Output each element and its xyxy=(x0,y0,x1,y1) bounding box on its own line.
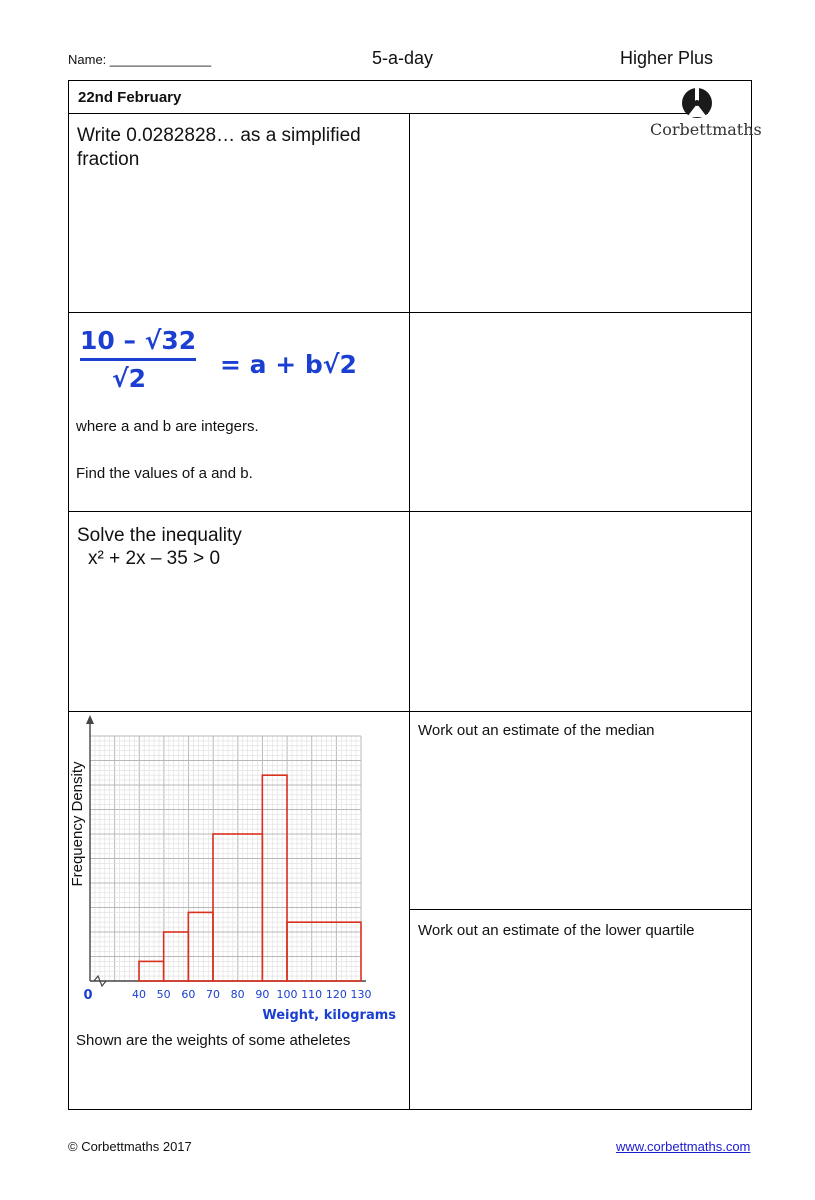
question-3-line-1: Solve the inequality xyxy=(77,525,242,546)
question-3-inequality: x² + 2x – 35 > 0 xyxy=(88,548,221,569)
x-axis-label: Weight, kilograms xyxy=(262,1008,396,1023)
worksheet-title: 5-a-day xyxy=(372,48,434,68)
x-tick-label: 110 xyxy=(301,988,323,1001)
histogram-chart xyxy=(68,712,408,1023)
question-2-line-2: Find the values of a and b. xyxy=(76,465,253,482)
row-divider xyxy=(409,909,752,910)
level-label: Higher Plus xyxy=(620,48,714,68)
date-label: 22nd February xyxy=(78,89,182,106)
x-tick-label: 50 xyxy=(156,988,171,1001)
y-axis-arrow-icon xyxy=(86,715,94,724)
x-tick-label: 120 xyxy=(325,988,347,1001)
brand-name: Corbettmaths xyxy=(650,120,762,139)
name-field-label: Name: ______________ xyxy=(68,52,212,67)
x-tick-label: 40 xyxy=(132,988,146,1001)
row-divider xyxy=(68,312,752,313)
x-tick-label: 130 xyxy=(350,988,372,1001)
question-1-text: Write 0.0282828… as a simplified fraction xyxy=(77,125,361,170)
x-tick-label: 60 xyxy=(181,988,196,1001)
y-axis-label: Frequency Density xyxy=(69,761,86,887)
copyright-text: © Corbettmaths 2017 xyxy=(68,1139,192,1154)
question-4-part-b: Work out an estimate of the lower quartile xyxy=(418,922,695,939)
website-link[interactable]: www.corbettmaths.com xyxy=(616,1139,751,1154)
x-tick-label: 100 xyxy=(276,988,298,1001)
corbettmaths-logo-icon xyxy=(680,86,714,120)
equation-numerator: 10 – √32 xyxy=(80,326,197,355)
origin-label: 0 xyxy=(83,988,93,1003)
question-4-part-a: Work out an estimate of the median xyxy=(418,722,655,739)
x-tick-label: 70 xyxy=(206,988,220,1001)
equation-denominator: √2 xyxy=(112,364,147,393)
column-divider xyxy=(409,114,410,1110)
x-tick-label: 90 xyxy=(255,988,270,1001)
fraction-bar xyxy=(80,358,196,361)
x-tick-label: 80 xyxy=(230,988,245,1001)
equation-rhs: = a + b√2 xyxy=(220,350,357,379)
row-divider xyxy=(68,511,752,512)
question-4-caption: Shown are the weights of some atheletes xyxy=(76,1032,351,1049)
question-2-line-1: where a and b are integers. xyxy=(76,418,259,435)
